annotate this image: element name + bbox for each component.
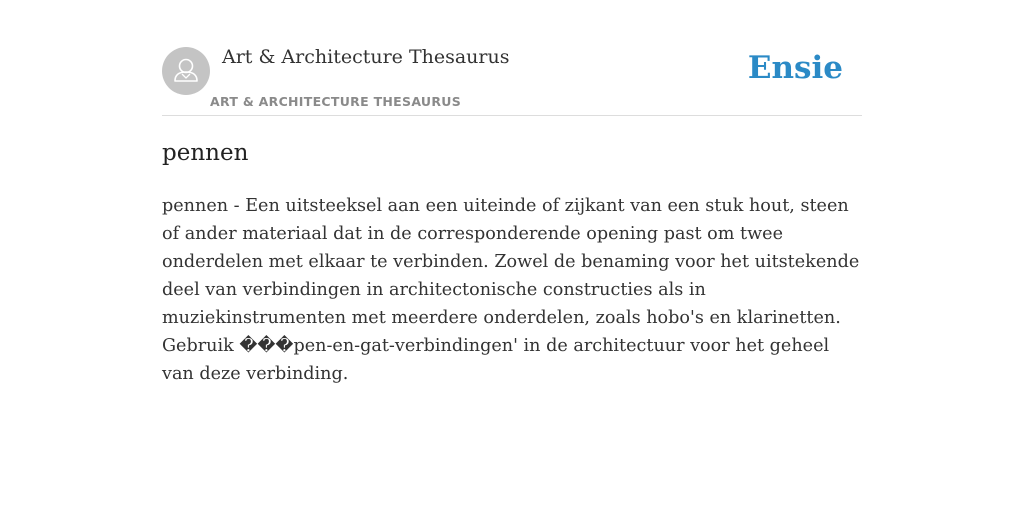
author-avatar[interactable] (162, 47, 210, 95)
header (162, 0, 862, 116)
page (162, 0, 862, 384)
user-placeholder-icon (162, 47, 210, 95)
entry-title: pennen (162, 140, 249, 166)
entry-definition: pennen - Een uitsteeksel aan een uiteinde of zijkant van een stuk hout, steen of ander materiaal dat in de corresponderende opening past om twee onderdelen met elkaar te verbinden. Zowel de benaming voor het uitstekende deel van verbindingen in architectonische constructies als in muziekinstrumenten met meerdere onderdelen, zoals hobo's en klarinetten. Gebruik ���pen-en-gat-verbindingen' in de architectuur voor het geheel van deze verbinding. (162, 196, 860, 384)
brand-logo-link[interactable]: Ensie (747, 50, 843, 86)
author-subtitle: ART & ARCHITECTURE THESAURUS (210, 94, 462, 109)
author-name[interactable]: Art & Architecture Thesaurus (222, 46, 510, 68)
